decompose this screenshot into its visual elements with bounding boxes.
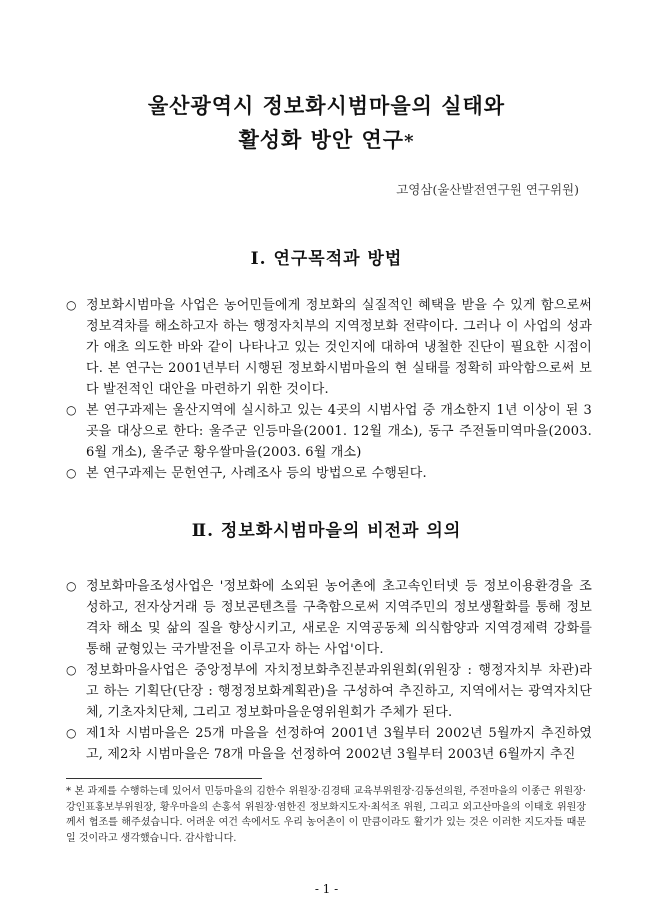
list-item-text: 정보화시범마을 사업은 농어민들에게 정보화의 실질적인 혜택을 받을 수 있게 함으로써 정보격차를 해소하고자 하는 행정자치부의 지역정보화 전략이다. 그러나 이 사업의 성과가 애초 의도한 바와 같이 나타나고 있는 것인지에 대하여 냉철한 진단이 필요한 시점이다. 본 연구는 2001년부터 시행된 정보화시범마을의 현 실태를 정확히 파악함으로써 보다 발전적인 대안을 마련하기 위한 것이다. <box>86 298 592 397</box>
section-heading-1: Ⅰ. 연구목적과 방법 <box>250 249 403 269</box>
list-item <box>66 400 592 463</box>
list-item <box>66 295 592 400</box>
section-1-bullet-list <box>66 295 592 484</box>
section-heading-2: Ⅱ. 정보화시범마을의 비전과 의의 <box>191 521 462 541</box>
document-title-line-1: 울산광역시 정보화시범마을의 실태와 <box>147 93 506 118</box>
bullet-icon: ○ <box>66 403 77 417</box>
page-number: - 1 - <box>314 882 339 896</box>
list-item-text: 본 연구과제는 문헌연구, 사례조사 등의 방법으로 수행된다. <box>86 466 427 481</box>
list-item <box>66 660 592 723</box>
bullet-icon: ○ <box>66 663 77 677</box>
list-item-text: 본 연구과제는 울산지역에 실시하고 있는 4곳의 시범사업 중 개소한지 1년 이상이 된 3곳을 대상으로 한다: 울주군 인등마을(2001. 12월 개소), 동구 주전돌미역마을(2003. 6월 개소), 울주군 황우쌀마을(2003. 6월 개소) <box>86 403 592 460</box>
footnote-divider <box>66 778 262 779</box>
list-item <box>66 463 592 484</box>
list-item-text: 정보화마을조성사업은 '정보화에 소외된 농어촌에 초고속인터넷 등 정보이용환경을 조성하고, 전자상거래 등 정보콘텐츠를 구축함으로써 지역주민의 정보생활화를 통해 정보격차 해소 및 삶의 질을 향상시키고, 새로운 지역공동체 의식함양과 지역경제력 강화를 통해 균형있는 국가발전을 이루고자 하는 사업'이다. <box>86 579 592 657</box>
author-line: 고영삼(울산발전연구원 연구위원) <box>396 182 579 197</box>
document-title-line-2 <box>0 124 653 154</box>
footnote: * 본 과제를 수행하는데 있어서 민등마을의 김한수 위원장·김경태 교육부위원장·김동선의원, 주전마을의 이종근 위원장·강인표홍보부위원장, 황우마을의 손홍석 위원장·염한진 정보화지도자·최석조 위원, 그리고 외고산마을의 이태호 위원장께서 협조를 해주셨습니다. 어려운 여건 속에서도 우리 농어촌이 이 만큼이라도 활기가 있는 것은 이러한 지도자들 때문일 것이라고 생각했습니다. 감사합니다. <box>66 786 586 844</box>
title-footnote-mark: * <box>404 131 415 152</box>
document-title-line-2-text: 활성화 방안 연구 <box>238 127 405 152</box>
list-item <box>66 576 592 660</box>
bullet-icon: ○ <box>66 466 77 480</box>
list-item <box>66 723 592 765</box>
list-item-text: 정보화마을사업은 중앙정부에 자치정보화추진분과위원회(위원장 : 행정자치부 차관)라고 하는 기획단(단장 : 행정정보화계획관)을 구성하여 추진하고, 지역에서는 광역자치단체, 기초자치단체, 그리고 정보화마을운영위원회가 주체가 된다. <box>86 663 592 720</box>
bullet-icon: ○ <box>66 298 77 312</box>
bullet-icon: ○ <box>66 579 77 593</box>
section-2-bullet-list <box>66 576 592 765</box>
bullet-icon: ○ <box>66 726 77 740</box>
list-item-text: 제1차 시범마을은 25개 마을을 선정하여 2001년 3월부터 2002년 5월까지 추진하였고, 제2차 시범마을은 78개 마을을 선정하여 2002년 3월부터 2003년 6월까지 추진 <box>86 726 592 762</box>
